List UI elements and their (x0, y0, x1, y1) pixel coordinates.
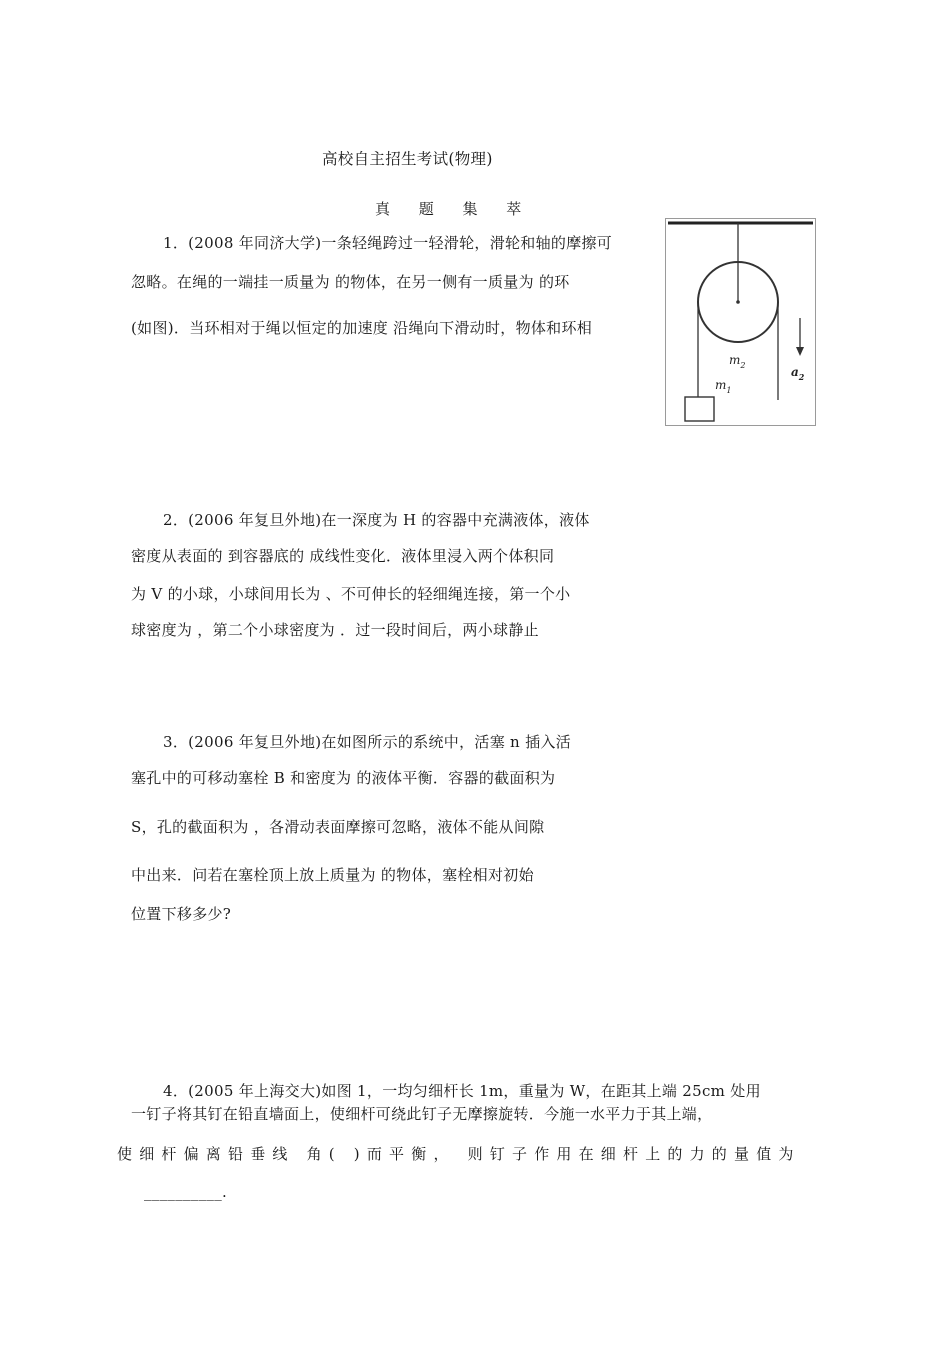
question-1-line: 1．(2008 年同济大学)一条轻绳跨过一轻滑轮，滑轮和轴的摩擦可 (163, 234, 613, 252)
pulley-axle (736, 300, 740, 304)
label-m1: $m_1$ (715, 378, 732, 395)
question-2-line: 2．(2006 年复旦外地)在一深度为 H 的容器中充满液体，液体 (163, 511, 590, 529)
question-4-line: 使细杆偏离铅垂线 角( )而平衡， 则钉子作用在细杆上的力的量值为 (117, 1145, 801, 1163)
question-3-line: 位置下移多少? (131, 905, 232, 923)
question-2-line: 球密度为 ，第二个小球密度为 ．过一段时间后，两小球静止 (131, 621, 539, 639)
question-4-line: 4．(2005 年上海交大)如图 1，一均匀细杆长 1m，重量为 W，在距其上端 25cm 处用 (163, 1082, 761, 1100)
question-3-line: S，孔的截面积为 ，各滑动表面摩擦可忽略，液体不能从间隙 (131, 818, 545, 836)
label-m2: $m_2$ (729, 353, 746, 370)
arrow-head-icon (796, 347, 804, 356)
question-2-line: 密度从表面的 到容器底的 成线性变化．液体里浸入两个体积同 (131, 547, 555, 565)
question-3-line: 塞孔中的可移动塞栓 B 和密度为 的液体平衡．容器的截面积为 (131, 769, 556, 787)
pulley-diagram (666, 219, 815, 425)
question-1-line: (如图)．当环相对于绳以恒定的加速度 沿绳向下滑动时，物体和环相 (131, 319, 593, 337)
question-2-line: 为 V 的小球，小球间用长为 、不可伸长的轻细绳连接，第一个小 (131, 585, 571, 603)
page-title: 高校自主招生考试(物理) (322, 150, 493, 168)
label-a2: $a_2$ (791, 365, 805, 382)
question-4-line: 一钉子将其钉在铅直墙面上，使细杆可绕此钉子无摩擦旋转．今施一水平力于其上端， (131, 1105, 713, 1123)
mass-block-m1 (685, 397, 714, 421)
question-3-line: 中出来．问若在塞栓顶上放上质量为 的物体，塞栓相对初始 (131, 866, 534, 884)
question-1-line: 忽略。在绳的一端挂一质量为 的物体，在另一侧有一质量为 的环 (131, 273, 570, 291)
page-subtitle: 真 题 集 萃 (375, 200, 534, 218)
question-3-line: 3．(2006 年复旦外地)在如图所示的系统中，活塞 n 插入活 (163, 733, 571, 751)
answer-blank: __________. (144, 1183, 228, 1201)
pulley-figure (665, 218, 816, 426)
